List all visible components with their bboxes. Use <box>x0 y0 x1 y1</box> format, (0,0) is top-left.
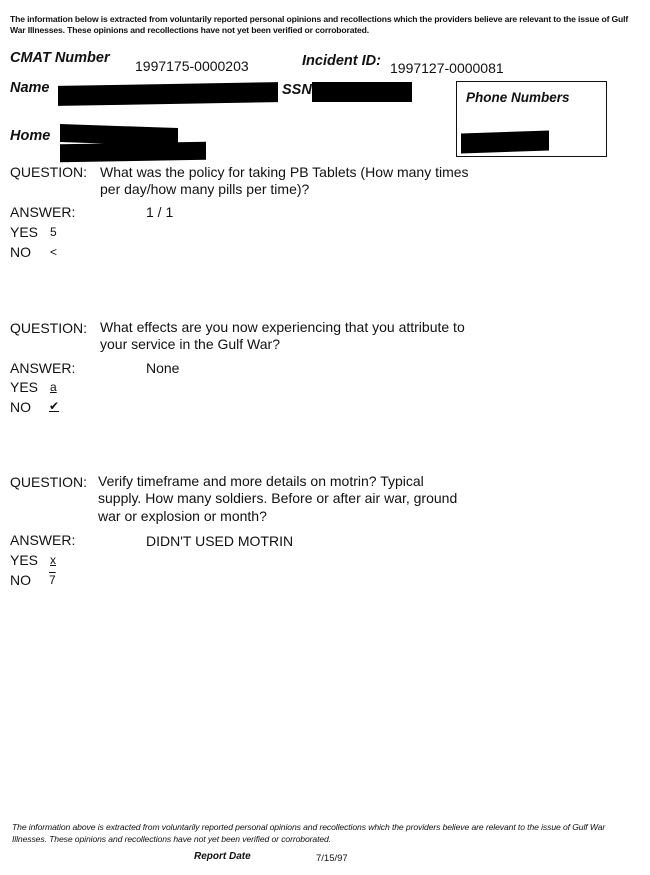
question-text-line: What was the policy for taking PB Tablets (How many times <box>100 164 469 180</box>
home-label: Home <box>10 128 51 144</box>
yes-mark: a <box>50 380 57 394</box>
report-date-value: 7/15/97 <box>316 853 348 864</box>
question-text-line: supply. How many soldiers. Before or after air war, ground <box>98 490 458 506</box>
question-text-line: Verify timeframe and more details on motrin? Typical <box>98 473 424 489</box>
answer-text: None <box>146 360 180 376</box>
answer-label: ANSWER: <box>10 360 76 376</box>
disclaimer-bottom: The information above is extracted from voluntarily reported personal opinions and recollections which the providers believe are relevant to the issue of Gulf War Illnesses. These opinions and recollections have not yet been verified or corroborated. <box>12 822 606 844</box>
no-label: NO <box>10 572 31 588</box>
yes-label: YES <box>10 552 39 568</box>
answer-text: 1 / 1 <box>146 204 174 220</box>
cmat-number-label: CMAT Number <box>10 50 110 66</box>
incident-id-value: 1997127-0000081 <box>390 60 504 76</box>
incident-id-label: Incident ID: <box>302 53 381 69</box>
yes-mark: x <box>50 553 56 567</box>
question-label: QUESTION: <box>10 320 88 336</box>
ssn-redaction <box>312 82 412 102</box>
yes-label: YES <box>10 379 39 395</box>
question-text-line: war or explosion or month? <box>98 508 267 524</box>
answer-label: ANSWER: <box>10 532 76 548</box>
no-label: NO <box>10 244 31 260</box>
no-mark: ✔ <box>49 399 60 413</box>
no-label: NO <box>10 399 31 415</box>
ssn-label: SSN <box>282 82 312 98</box>
phone-numbers-label: Phone Numbers <box>466 90 570 105</box>
question-text-line: your service in the Gulf War? <box>100 336 280 352</box>
name-label: Name <box>10 80 50 96</box>
cmat-number-value: 1997175-0000203 <box>135 58 249 74</box>
no-mark: 7 <box>49 573 56 587</box>
home-redaction-2 <box>60 142 206 163</box>
phone-numbers-box <box>456 81 607 157</box>
question-text-line: What effects are you now experiencing that you attribute to <box>100 319 465 335</box>
answer-label: ANSWER: <box>10 204 76 220</box>
phone-redaction <box>461 130 549 153</box>
answer-text: DIDN'T USED MOTRIN <box>146 533 294 549</box>
yes-label: YES <box>10 224 39 240</box>
report-date-label: Report Date <box>194 851 251 862</box>
no-mark: < <box>50 245 58 259</box>
disclaimer-top: The information below is extracted from voluntarily reported personal opinions and recollections which the providers believe are relevant to the issue of Gulf War Illnesses. These opinions and recollections have not yet been verified or corroborated. <box>10 14 629 35</box>
question-label: QUESTION: <box>10 474 88 490</box>
question-text-line: per day/how many pills per time)? <box>100 181 310 197</box>
question-label: QUESTION: <box>10 164 88 180</box>
name-redaction <box>58 82 278 106</box>
yes-mark: 5 <box>50 225 57 239</box>
